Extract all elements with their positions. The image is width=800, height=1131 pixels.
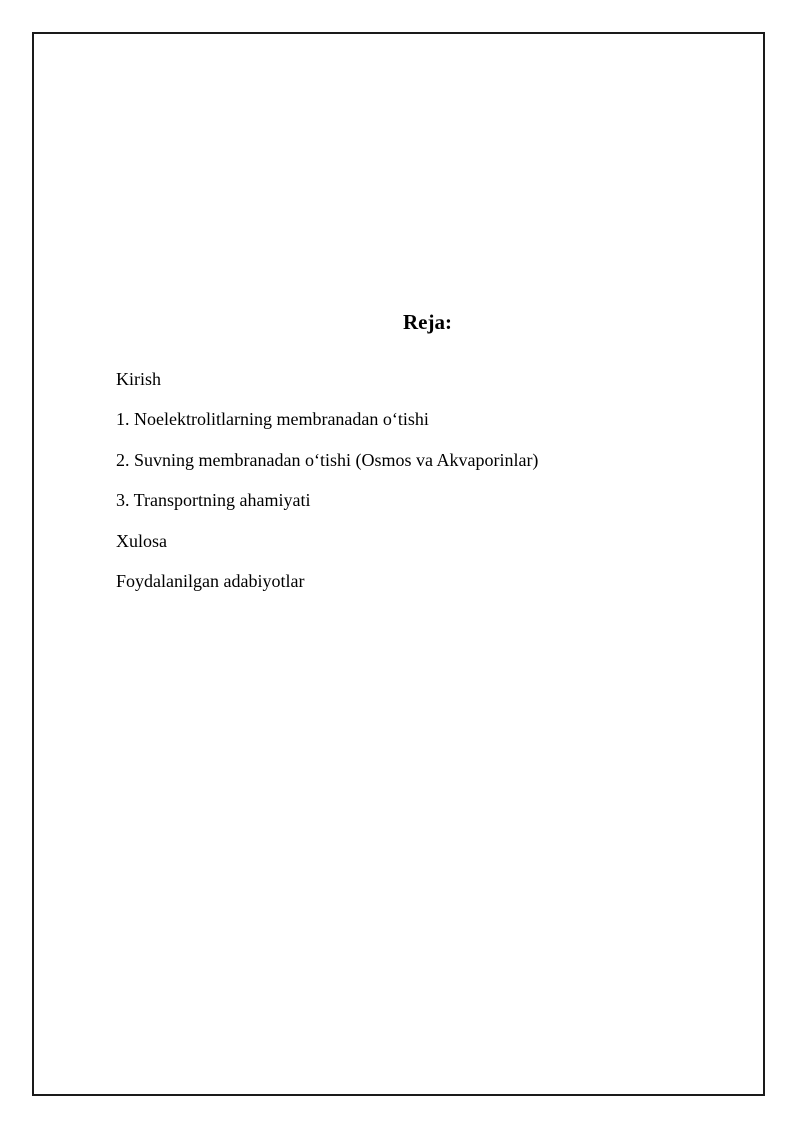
toc-item-section-3: 3. Transportning ahamiyati [116,490,311,510]
toc-item-conclusion: Xulosa [116,530,167,551]
page-border [32,32,765,1096]
toc-item-section-1: 1. Noelektrolitlarning membranadan o‘tishi [116,409,429,429]
table-of-contents [116,350,538,593]
toc-item-section-2: 2. Suvning membranadan o‘tishi (Osmos va Akvaporinlar) [116,449,539,470]
toc-item-references: Foydalanilgan adabiyotlar [116,571,305,591]
toc-item-introduction: Kirish [116,368,161,389]
page-title: Reja: [403,310,452,334]
